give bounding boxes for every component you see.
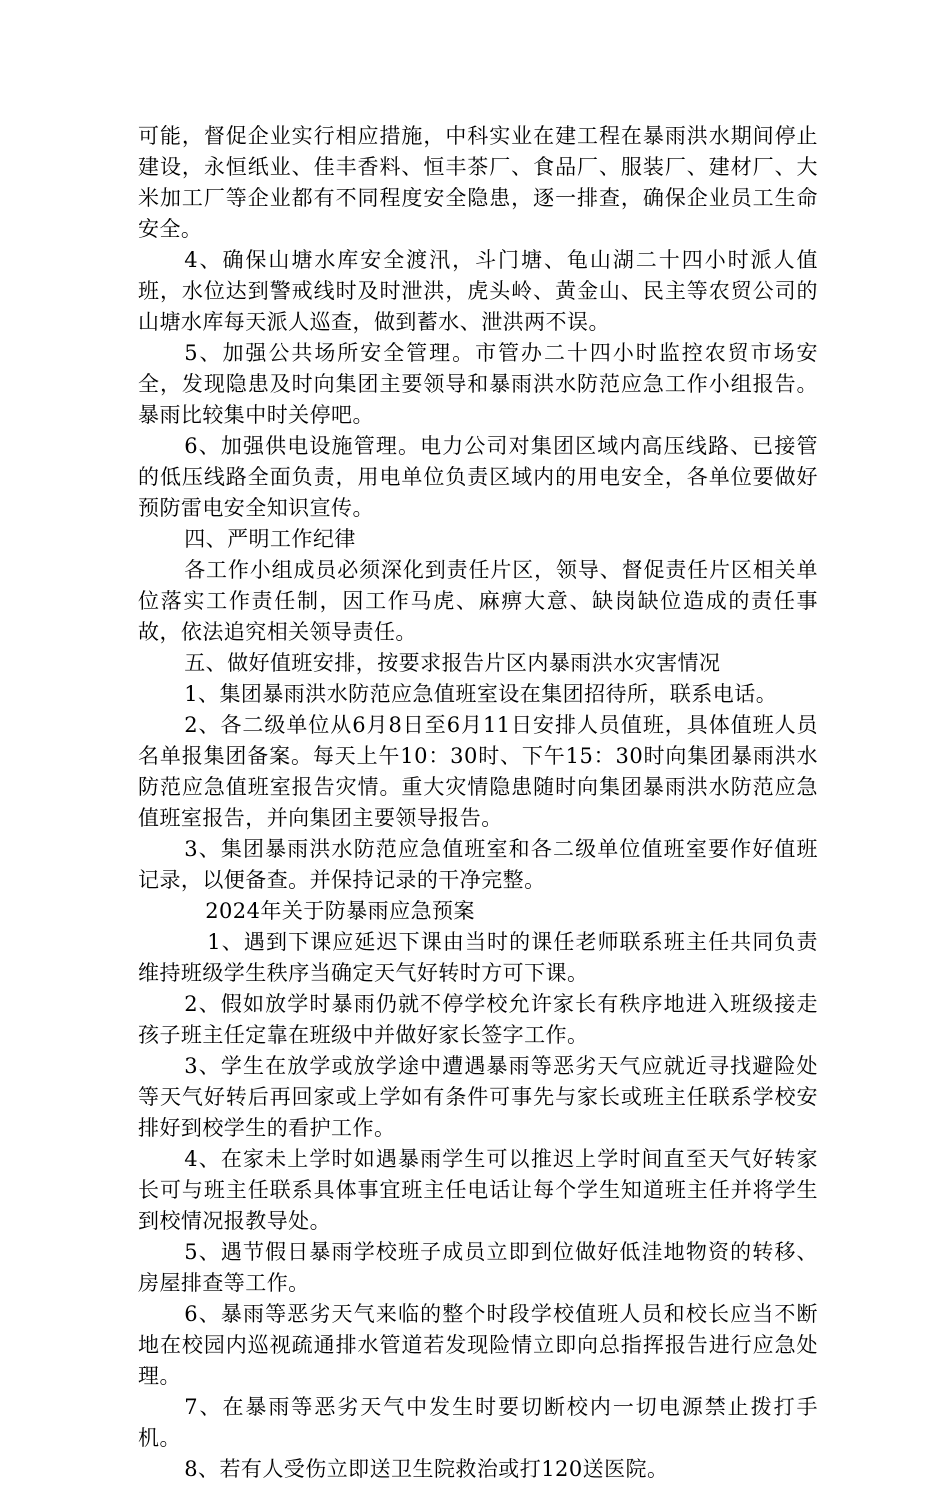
paragraph-plan-item-2: 2、假如放学时暴雨仍就不停学校允许家长有秩序地进入班级接走孩子班主任定靠在班级中并做好家长签字工作。 [138,992,818,1047]
paragraph-discipline: 各工作小组成员必须深化到责任片区，领导、督促责任片区相关单位落实工作责任制，因工作马虎、麻痹大意、缺岗缺位造成的责任事故，依法追究相关领导责任。 [138,558,818,644]
plan-title: 2024年关于防暴雨应急预案 [205,899,475,923]
paragraph-plan-item-8: 8、若有人受伤立即送卫生院救治或打120送医院。 [184,1457,669,1481]
paragraph-plan-item-6: 6、暴雨等恶劣天气来临的整个时段学校值班人员和校长应当不断地在校园内巡视疏通排水管道若发现险情立即向总指挥报告进行应急处理。 [138,1302,818,1388]
paragraph-item-5-public-places: 5、加强公共场所安全管理。市管办二十四小时监控农贸市场安全，发现隐患及时向集团主要领导和暴雨洪水防范应急工作小组报告。暴雨比较集中时关停吧。 [138,341,818,427]
paragraph-safety-hazards: 可能，督促企业实行相应措施，中科实业在建工程在暴雨洪水期间停止建设，永恒纸业、佳丰香料、恒丰茶厂、食品厂、服装厂、建材厂、大米加工厂等企业都有不同程度安全隐患，逐一排查，确保企业员工生命安全。 [138,124,818,241]
paragraph-plan-item-4: 4、在家未上学时如遇暴雨学生可以推迟上学时间直至天气好转家长可与班主任联系具体事宜班主任电话让每个学生知道班主任并将学生到校情况报教导处。 [138,1147,818,1233]
section-heading-duty: 五、做好值班安排，按要求报告片区内暴雨洪水灾害情况 [184,651,721,675]
section-heading-discipline: 四、严明工作纪律 [184,527,356,551]
document-body [138,121,818,1485]
paragraph-plan-item-1: 1、遇到下课应延迟下课由当时的课任老师联系班主任共同负责维持班级学生秩序当确定天气好转时方可下课。 [138,930,818,985]
paragraph-item-6-power-supply: 6、加强供电设施管理。电力公司对集团区域内高压线路、已接管的低压线路全面负责，用电单位负责区域内的用电安全，各单位要做好预防雷电安全知识宣传。 [138,434,818,520]
paragraph-plan-item-5: 5、遇节假日暴雨学校班子成员立即到位做好低洼地物资的转移、房屋排查等工作。 [138,1240,818,1295]
paragraph-duty-item-2: 2、各二级单位从6月8日至6月11日安排人员值班，具体值班人员名单报集团备案。每天上午10：30时、下午15：30时向集团暴雨洪水防范应急值班室报告灾情。重大灾情隐患随时向集团暴雨洪水防范应急值班室报告，并向集团主要领导报告。 [138,713,818,830]
paragraph-duty-item-3: 3、集团暴雨洪水防范应急值班室和各二级单位值班室要作好值班记录，以便备查。并保持记录的干净完整。 [138,837,818,892]
paragraph-plan-item-3: 3、学生在放学或放学途中遭遇暴雨等恶劣天气应就近寻找避险处等天气好转后再回家或上学如有条件可事先与家长或班主任联系学校安排好到校学生的看护工作。 [138,1054,818,1140]
paragraph-item-4-reservoir: 4、确保山塘水库安全渡汛，斗门塘、龟山湖二十四小时派人值班，水位达到警戒线时及时泄洪，虎头岭、黄金山、民主等农贸公司的山塘水库每天派人巡查，做到蓄水、泄洪两不误。 [138,248,818,334]
paragraph-plan-item-7: 7、在暴雨等恶劣天气中发生时要切断校内一切电源禁止拨打手机。 [138,1395,818,1450]
paragraph-duty-item-1: 1、集团暴雨洪水防范应急值班室设在集团招待所，联系电话。 [184,682,778,706]
